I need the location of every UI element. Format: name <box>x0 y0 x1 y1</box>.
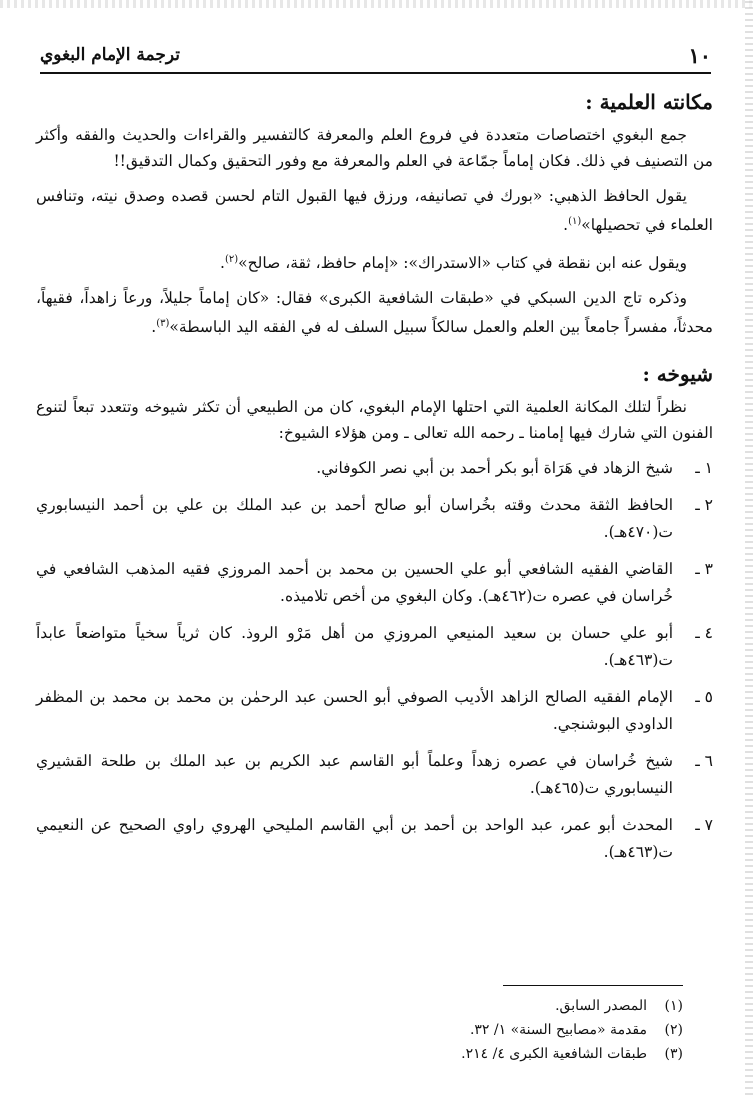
scan-edge-top <box>0 0 753 8</box>
page-number: ١٠ <box>688 42 711 68</box>
footnote-ref: (١) <box>568 216 582 227</box>
footnote-ref: (٣) <box>156 318 170 330</box>
scan-edge-right <box>745 0 753 1095</box>
footnote-item: (٢) مقدمة «مصابيح السنة» ١/ ٣٢. <box>469 1022 683 1038</box>
list-item: ٢ ـ الحافظ الثقة محدث وقته بخُراسان أبو صالح أحمد بن عبد الملك بن علي بن أحمد النيسابوري ت(٤٧٠هـ). <box>36 496 713 542</box>
paragraph-teachers-intro: نظراً لتلك المكانة العلمية التي احتلها الإمام البغوي، كان من الطبيعي أن تكثر شيوخه وتتعدد تبعاً لتنوع الفنون التي شارك فيها إمامنا ـ رحمه الله تعالى ـ ومن هؤلاء الشيوخ: <box>36 398 713 443</box>
teachers-list <box>36 455 713 866</box>
list-item: ٥ ـ الإمام الفقيه الصالح الزاهد الأديب الصوفي أبو الحسن عبد الرحمٰن بن محمد بن محمد بن المظفر الداودي البوشنجي. <box>36 688 713 734</box>
list-item: ٦ ـ شيخ خُراسان في عصره زهداً وعلماً أبو القاسم عبد الكريم بن عبد الملك بن طلحة القشيري النيسابوري ت(٤٦٥هـ). <box>36 752 713 798</box>
footnote-item: (١) المصدر السابق. <box>555 998 683 1014</box>
paragraph-intro: جمع البغوي اختصاصات متعددة في فروع العلم والمعرفة كالتفسير والقراءات والحديث والفقه وأكثر من التصنيف في ذلك. فكان إماماً جمّاعة في العلم والمعرفة مع وفور التحقيق وكمال التدقيق!! <box>36 126 713 170</box>
running-title: ترجمة الإمام البغوي <box>40 45 180 65</box>
list-item: ٣ ـ القاضي الفقيه الشافعي أبو علي الحسين بن محمد بن أحمد المروزي فقيه المذهب الشافعي في خُراسان في عصره ت(٤٦٢هـ). وكان البغوي من أخص تلاميذه. <box>36 560 713 606</box>
section-heading-scholarly-status: مكانته العلمية : <box>585 90 713 114</box>
running-header <box>40 38 711 74</box>
footnote-divider <box>503 985 683 986</box>
list-item: ٧ ـ المحدث أبو عمر، عبد الواحد بن أحمد بن أبي القاسم المليحي الهروي راوي الصحيح عن النعيمي ت(٤٦٣هـ). <box>36 816 713 862</box>
section-heading-teachers: شيوخه : <box>642 362 713 387</box>
main-text <box>36 78 713 876</box>
paragraph-dhahabi-quote: يقول الحافظ الذهبي: «بورك في تصانيفه، ورزق فيها القبول التام لحسن قصده وصدق نيته، وتنافس العلماء في تحصيلها»$^{(١)}$. <box>36 187 713 235</box>
footnote-item: (٣) طبقات الشافعية الكبرى ٤/ ٢١٤. <box>461 1046 683 1062</box>
list-item: ٤ ـ أبو علي حسان بن سعيد المنيعي المروزي من أهل مَرْو الروذ. كان ثرياً سخياً متواضعاً عابداً ت(٤٦٣هـ). <box>36 624 713 670</box>
list-item: ١ ـ شيخ الزهاد في هَرَاة أبو بكر أحمد بن أبي نصر الكوفاني. <box>316 459 713 478</box>
paragraph-subki-quote: وذكره تاج الدين السبكي في «طبقات الشافعية الكبرى» فقال: «كان إماماً جليلاً، ورعاً زاهداً، فقيهاً، محدثاً، مفسراً جامعاً بين العلم والعمل سالكاً سبيل السلف له في الفقه اليد الباسطة»$^{(٣)}$. <box>36 289 713 337</box>
paragraph-ibn-nuqta-quote: ويقول عنه ابن نقطة في كتاب «الاستدراك»: «إمام حافظ، ثقة، صالح»$^{(٢)}$. <box>220 254 687 273</box>
footnote-ref: (٢) <box>224 254 239 266</box>
footnotes <box>80 985 683 1066</box>
